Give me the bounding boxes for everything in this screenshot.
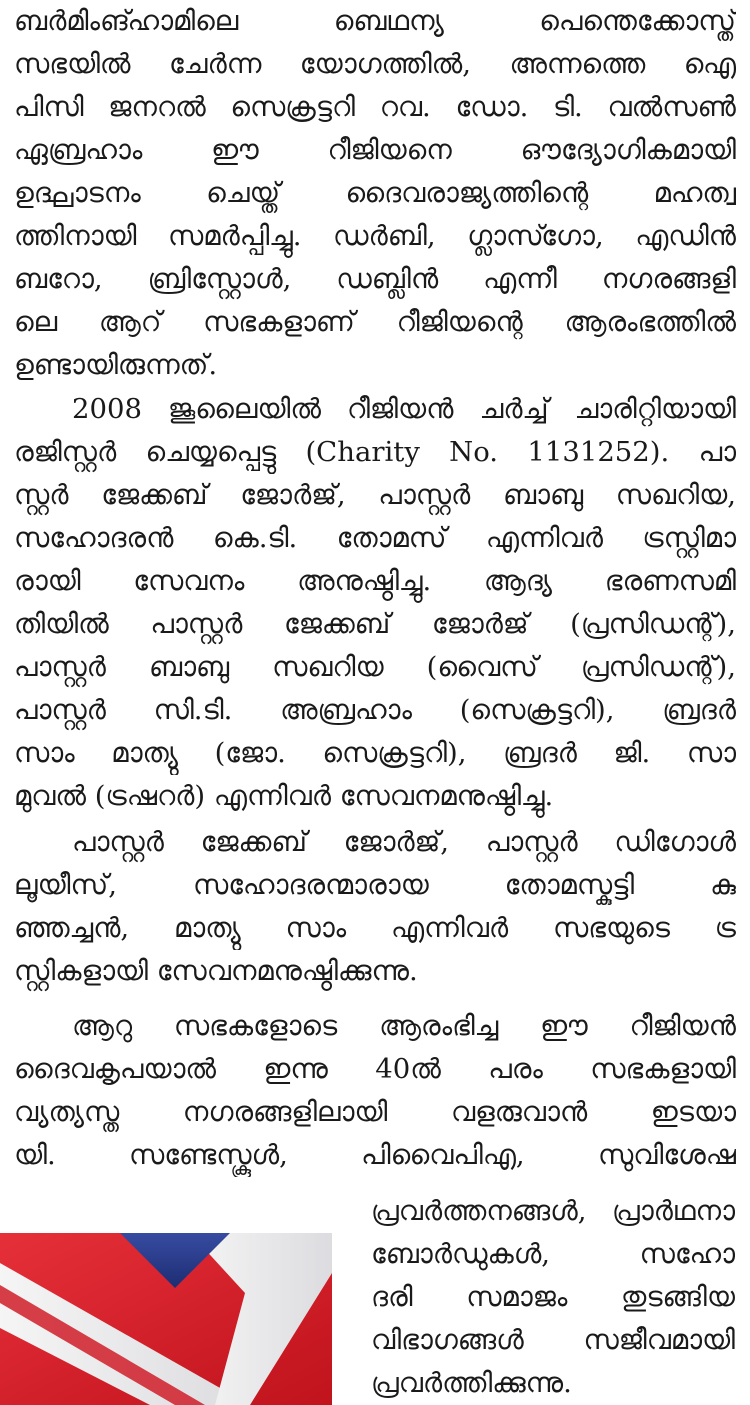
text-line: രായി സേവനം അനുഷ്ഠിച്ചു. ആദ്യ ഭരണസമി: [14, 565, 736, 597]
text-line: വ്യത്യസ്ത നഗരങ്ങളിലായി വളരുവാൻ ഇടയാ: [14, 1096, 736, 1128]
text-line: ഉണ്ടായിരുന്നത്.: [14, 349, 218, 381]
text-line: യി. സണ്ടേസ്കൂൾ, പിവൈപിഎ, സുവിശേഷ: [14, 1139, 736, 1171]
text-line: വിഭാഗങ്ങൾ സജീവമായി: [371, 1324, 735, 1356]
paragraph-4-continued: [371, 1190, 735, 1405]
text-line: പ്രവർത്തനങ്ങൾ, പ്രാർഥനാ: [371, 1195, 735, 1227]
text-line: തിയിൽ പാസ്റ്റർ ജേക്കബ് ജോർജ് (പ്രസിഡന്റ്),: [14, 608, 736, 640]
text-line: രജിസ്റ്റർ ചെയ്യപ്പെട്ടു (Charity No. 1131252). പാ: [14, 436, 736, 468]
text-line: ഉദ്ഘാടനം ചെയ്ത് ദൈവരാജ്യത്തിന്റെ മഹത്വ: [14, 177, 736, 209]
text-line: മുവൽ (ട്രഷറർ) എന്നിവർ സേവനമനുഷ്ഠിച്ചു.: [14, 780, 554, 812]
paragraph-3: [14, 821, 736, 993]
text-line: 2008 ജൂലൈയിൽ റീജിയൻ ചർച്ച് ചാരിറ്റിയായി: [72, 393, 736, 425]
text-line: പിസി ജനറൽ സെക്രട്ടറി റവ. ഡോ. ടി. വൽസൺ: [14, 91, 736, 123]
text-line: ലെ ആറ് സഭകളാണ് റീജിയന്റെ ആരംഭത്തിൽ: [14, 306, 736, 338]
text-line: ബറോ, ബ്രിസ്റ്റോൾ, ഡബ്ലിൻ എന്നീ നഗരങ്ങളി: [14, 263, 736, 295]
text-line: ആറു സഭകളോടെ ആരംഭിച്ച ഈ റീജിയൻ: [72, 1010, 736, 1042]
text-line: സ്റ്റികളായി സേവനമനുഷ്ഠിക്കുന്നു.: [14, 955, 418, 987]
text-line: ദരി സമാജം തുടങ്ങിയ: [371, 1281, 735, 1313]
text-line: സാം മാത്യു (ജോ. സെക്രട്ടറി), ബ്രദർ ജി. സാ: [14, 737, 736, 769]
text-line: പാസ്റ്റർ സി.ടി. അബ്രഹാം (സെക്രട്ടറി), ബ്രദർ: [14, 694, 736, 726]
text-line: ബർമിംങ്ഹാമിലെ ബെഥന്യ പെന്തെക്കോസ്ത്: [14, 5, 736, 37]
union-jack-flag-photo: [0, 1233, 332, 1405]
text-line: ത്തിനായി സമർപ്പിച്ചു. ഡർബി, ഗ്ലാസ്ഗോ, എഡിൻ: [14, 220, 736, 252]
text-line: ദൈവകൃപയാൽ ഇന്നു 40ൽ പരം സഭകളായി: [14, 1053, 736, 1085]
text-line: പാസ്റ്റർ ജേക്കബ് ജോർജ്, പാസ്റ്റർ ഡിഗോൾ: [72, 826, 736, 858]
text-line: സഹോദരൻ കെ.ടി. തോമസ് എന്നിവർ ട്രസ്റ്റിമാ: [14, 522, 736, 554]
text-line: ഞ്ഞച്ചൻ, മാത്യു സാം എന്നിവർ സഭയുടെ ട്ര: [14, 912, 736, 944]
paragraph-4: [14, 1005, 736, 1177]
paragraph-1: [14, 0, 736, 387]
union-jack-flag-image: [0, 1233, 332, 1405]
text-line: ഏബ്രഹാം ഈ റീജിയനെ ഔദ്യോഗികമായി: [14, 134, 736, 166]
paragraph-2: [14, 388, 736, 818]
text-line: ബോർഡുകൾ, സഹോ: [371, 1238, 735, 1270]
text-line: സ്റ്റർ ജേക്കബ് ജോർജ്, പാസ്റ്റർ ബാബു സഖറിയ,: [14, 479, 736, 511]
text-line: ലൂയീസ്, സഹോദരന്മാരായ തോമസ്കുട്ടി കു: [14, 869, 736, 901]
text-line: സഭയിൽ ചേർന്ന യോഗത്തിൽ, അന്നത്തെ ഐ: [14, 48, 736, 80]
text-line: പാസ്റ്റർ ബാബു സഖറിയ (വൈസ് പ്രസിഡന്റ്),: [14, 651, 736, 683]
text-line: പ്രവർത്തിക്കുന്നു.: [371, 1367, 572, 1399]
